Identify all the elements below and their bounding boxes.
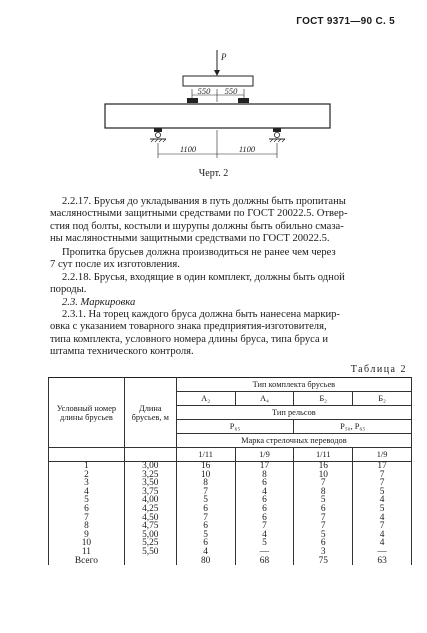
cell: 16 [176,462,235,471]
table-row [49,479,412,488]
text-line: овка с указанием товарного знака предприятия-изготовителя, [50,321,327,333]
cell: 11 [49,548,125,557]
cell: 5 [353,488,412,497]
pad-left [187,98,198,103]
cell: 7 [294,479,353,488]
header-set: Б₂ [353,392,412,406]
text-line: 2.2.18. Брусья, входящие в один комплект, должны быть одной [62,272,345,283]
cell: 5,25 [124,539,176,548]
figure-caption: Черт. 2 [198,168,229,179]
cell: 9 [49,531,125,540]
cell: 8 [235,471,294,480]
pad-right [238,98,249,103]
cell: 17 [353,462,412,471]
cell: 6 [294,505,353,514]
beam [105,104,330,128]
header-switch: 1/9 [353,448,412,462]
cell: 3,25 [124,471,176,480]
cell: 80 [176,557,235,566]
header-switch: 1/9 [235,448,294,462]
section-title: 2.3. Маркировка [62,297,136,308]
cell: 7 [353,522,412,531]
header-switch: 1/11 [294,448,353,462]
dim-label-top-left: 550 [197,86,211,96]
header-length: Длина брусьев, м [124,378,176,448]
support-left [150,128,166,142]
paragraph-2-2-18 [50,272,410,297]
header-rail: Р₆₅ [176,420,294,434]
table-row [49,488,412,497]
text-line: ны масляностными защитными средствами по ГОСТ 20022.5. [50,233,330,245]
dim-label-top-right: 550 [224,86,238,96]
text-line: породы. [50,284,87,296]
cell: 7 [176,488,235,497]
cell: 17 [235,462,294,471]
header-number: Условный номер длины брусьев [49,378,125,448]
table-row [49,496,412,505]
cell: 3,00 [124,462,176,471]
beam-figure [100,46,335,166]
cell: 4 [176,548,235,557]
cell: 8 [294,488,353,497]
cell: 75 [294,557,353,566]
cell: 4 [353,496,412,505]
header-switch-marks: Марка стрелочных переводов [176,434,411,448]
cell: 7 [49,514,125,523]
header-set: Б₂ [294,392,353,406]
table-row [49,539,412,548]
cell: 7 [176,514,235,523]
cell: 6 [294,539,353,548]
cell: 7 [294,522,353,531]
text-line: 7 сут после их изготовления. [50,259,180,271]
cell: 5 [176,496,235,505]
table-row [49,471,412,480]
table-row [49,531,412,540]
cell: 4 [353,531,412,540]
text-line: типа комплекта, условного номера длины бруса, типа бруса и [50,333,329,345]
cell: 68 [235,557,294,566]
cell: — [235,548,294,557]
cell: 6 [176,505,235,514]
cell: 5 [294,531,353,540]
text-line: Пропитка брусьев должна производиться не ранее чем через [62,247,336,258]
text-line: 2.2.17. Брусья до укладывания в путь должны быть пропитаны [62,196,346,207]
cell: 7 [353,471,412,480]
force-arrow-head [214,70,220,76]
cell: 8 [49,522,125,531]
header-set: А₄ [235,392,294,406]
table-row-total [49,557,412,566]
cell: 2 [49,471,125,480]
cell: 5 [49,496,125,505]
table-row [49,548,412,557]
cell: 4,50 [124,514,176,523]
dim-label-bottom-left: 1100 [179,144,197,154]
cell: 7 [294,514,353,523]
cell: 3,50 [124,479,176,488]
data-table [48,377,412,565]
force-label: P [221,52,227,62]
header-set-type: Тип комплекта брусьев [176,378,411,392]
page-header: ГОСТ 9371—90 С. 5 [296,16,395,27]
section-heading-2-3 [50,297,410,309]
cell: 6 [235,505,294,514]
cell: 4 [235,531,294,540]
header-switch: 1/11 [176,448,235,462]
table-row [49,505,412,514]
cell: 6 [235,496,294,505]
header-rail: Р₅₀, Р₆₅ [294,420,412,434]
header-rail-type: Тип рельсов [176,406,411,420]
cell: 7 [235,522,294,531]
paragraph-impregnation [50,247,410,272]
cell: 4 [235,488,294,497]
cell: 5 [235,539,294,548]
table-title: Таблица 2 [350,364,407,375]
dim-label-bottom-right: 1100 [238,144,256,154]
table-row [49,514,412,523]
cell: 6 [235,479,294,488]
cell: 6 [176,522,235,531]
cell: 6 [49,505,125,514]
cell: 6 [176,539,235,548]
table-row [49,462,412,471]
cell: — [353,548,412,557]
cell: 4 [49,488,125,497]
text-line: стия под болты, костыли и шурупы должны быть обильно смаза- [50,220,344,232]
cell: 5 [176,531,235,540]
cell: 5,50 [124,548,176,557]
cell: 10 [176,471,235,480]
text-line: штампа технического контроля. [50,346,194,358]
support-right [269,128,285,142]
cell: 4,00 [124,496,176,505]
cell: 63 [353,557,412,566]
cell: 6 [235,514,294,523]
load-plate [183,76,253,86]
cell: 16 [294,462,353,471]
cell: 4 [353,539,412,548]
cell [124,557,176,566]
text-line: 2.3.1. На торец каждого бруса должна быть нанесена маркир- [62,309,340,320]
paragraph-2-3-1 [50,309,410,359]
cell: Всего [49,557,125,566]
cell: 4,75 [124,522,176,531]
cell: 4 [353,514,412,523]
header-set: А₂ [176,392,235,406]
cell: 8 [176,479,235,488]
cell: 7 [353,479,412,488]
cell: 5 [294,496,353,505]
cell: 10 [294,471,353,480]
cell: 10 [49,539,125,548]
cell: 5,00 [124,531,176,540]
cell: 4,25 [124,505,176,514]
cell: 3 [49,479,125,488]
cell: 1 [49,462,125,471]
table-row [49,522,412,531]
text-line: масляностными защитными средствами по ГОСТ 20022.5. Отвер- [50,208,348,220]
cell: 3 [294,548,353,557]
paragraph-2-2-17 [50,196,410,246]
cell: 5 [353,505,412,514]
cell: 3,75 [124,488,176,497]
